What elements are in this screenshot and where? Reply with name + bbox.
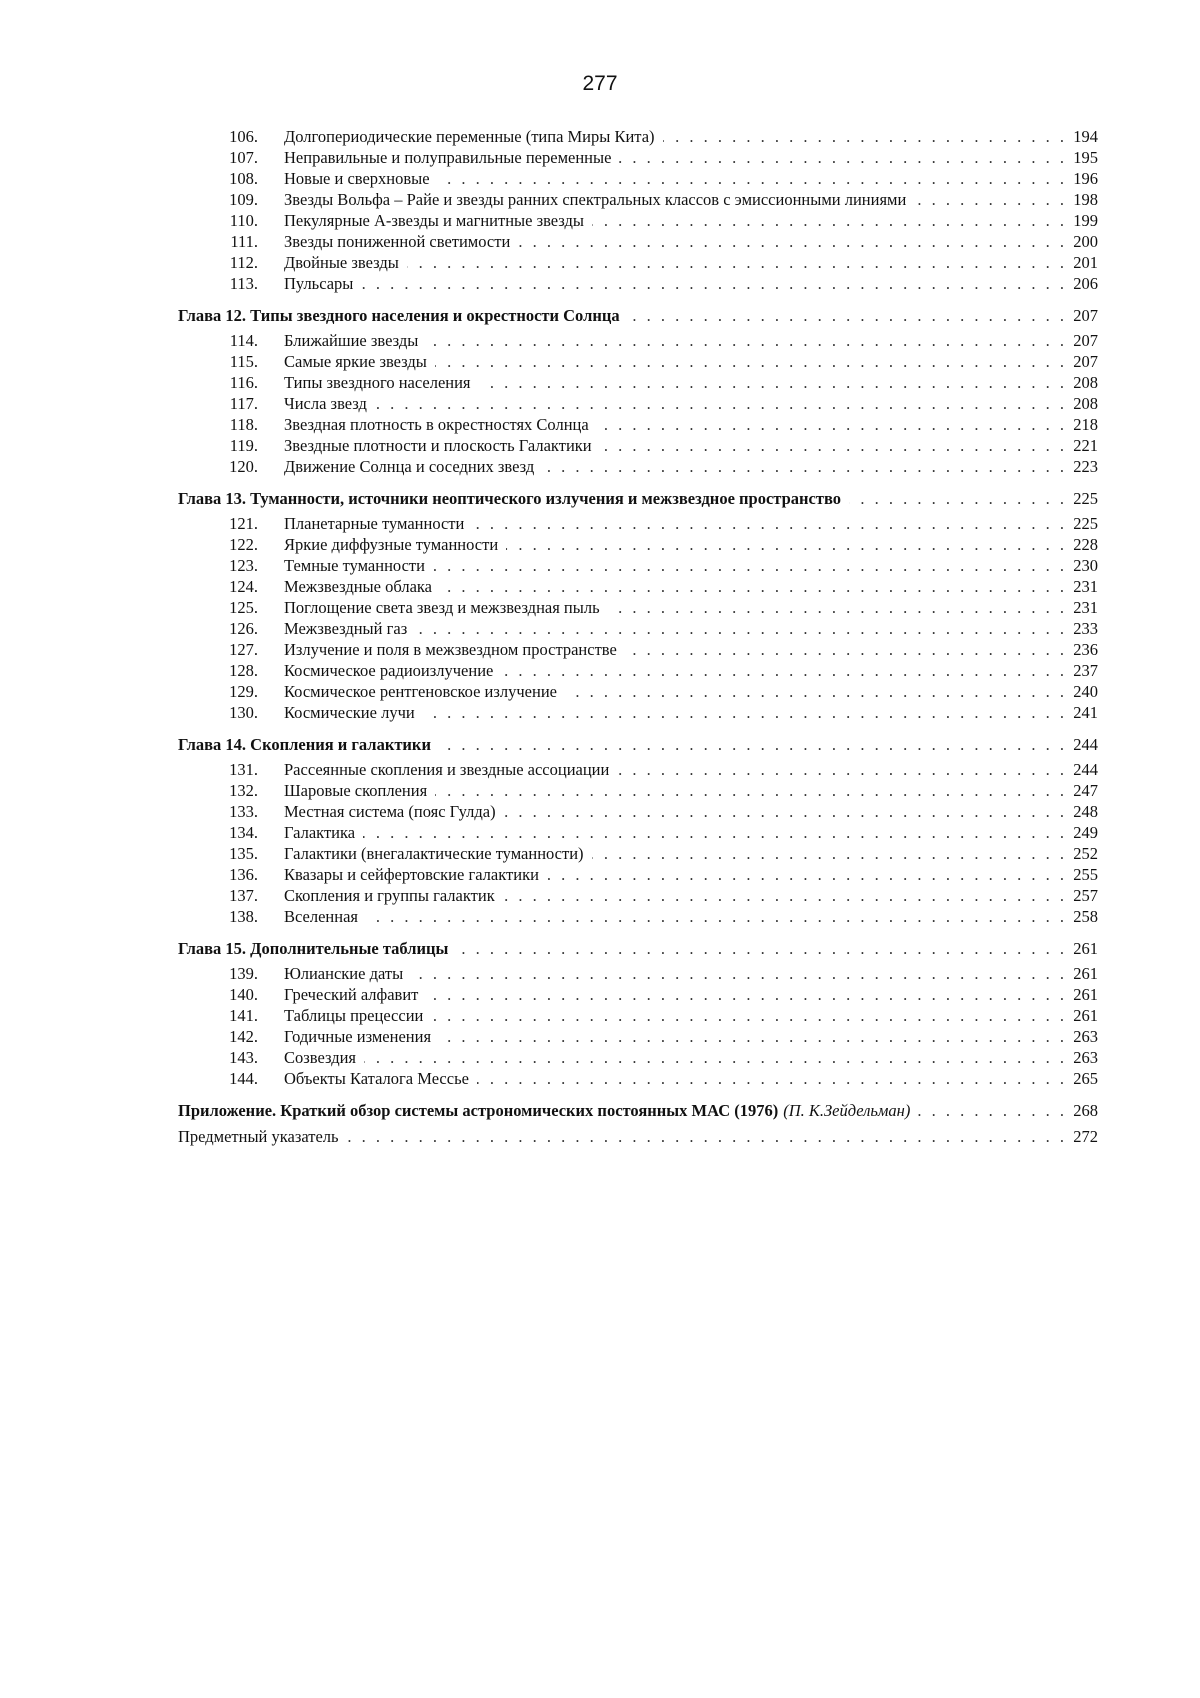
entry-title: Яркие диффузные туманности: [284, 535, 499, 554]
dot-leader: [415, 618, 1064, 639]
dot-leader: [439, 734, 1064, 755]
entry-title: Рассеянные скопления и звездные ассоциации: [284, 760, 610, 779]
page-ref: 261: [1073, 985, 1098, 1004]
entry-title: Космическое рентгеновское излучение: [284, 682, 557, 701]
page-ref: 196: [1073, 169, 1098, 188]
entry-title: Годичные изменения: [284, 1027, 432, 1046]
dot-leader: [914, 189, 1064, 210]
toc-entry[interactable]: [178, 864, 1098, 885]
dot-leader: [366, 906, 1064, 927]
chapter-heading[interactable]: [178, 734, 1098, 755]
page-ref: 221: [1073, 436, 1098, 455]
dot-leader: [375, 393, 1064, 414]
toc-entry[interactable]: [178, 414, 1098, 435]
toc-entry[interactable]: [178, 189, 1098, 210]
dot-leader: [423, 702, 1064, 723]
dot-leader: [619, 147, 1064, 168]
toc-entry[interactable]: [178, 252, 1098, 273]
entry-number: 141.: [229, 1006, 258, 1025]
toc-entry[interactable]: [178, 1047, 1098, 1068]
entry-number: 113.: [229, 274, 258, 293]
page-ref: 261: [1073, 939, 1098, 958]
entry-number: 140.: [229, 985, 258, 1004]
page-ref: 272: [1073, 1127, 1098, 1146]
table-of-contents: [178, 126, 1098, 1147]
toc-entry[interactable]: [178, 576, 1098, 597]
entry-title: Объекты Каталога Мессье: [284, 1069, 469, 1088]
dot-leader: [592, 210, 1064, 231]
toc-entry[interactable]: [178, 660, 1098, 681]
entry-number: 118.: [229, 415, 258, 434]
dot-leader: [565, 681, 1064, 702]
entry-title: Звездная плотность в окрестностях Солнца: [284, 415, 589, 434]
appendix-entry[interactable]: [178, 1100, 1098, 1121]
dot-leader: [849, 488, 1064, 509]
entry-title: Пульсары: [284, 274, 354, 293]
page-ref: 263: [1073, 1027, 1098, 1046]
dot-leader: [918, 1100, 1064, 1121]
dot-leader: [435, 780, 1064, 801]
page-ref: 218: [1073, 415, 1098, 434]
dot-leader: [407, 252, 1064, 273]
dot-leader: [361, 273, 1064, 294]
entry-title: Юлианские даты: [284, 964, 404, 983]
toc-entry[interactable]: [178, 597, 1098, 618]
index-entry[interactable]: [178, 1126, 1098, 1147]
page-ref: 261: [1073, 964, 1098, 983]
entry-number: 116.: [229, 373, 258, 392]
entry-title: Двойные звезды: [284, 253, 399, 272]
section-gap: [178, 294, 1098, 305]
entry-title: Пекулярные А-звезды и магнитные звезды: [284, 211, 585, 230]
entry-title: Ближайшие звезды: [284, 331, 419, 350]
entry-number: 136.: [229, 865, 258, 884]
entry-title: Планетарные туманности: [284, 514, 465, 533]
page-ref: 223: [1073, 457, 1098, 476]
entry-title: Квазары и сейфертовские галактики: [284, 865, 539, 884]
entry-title: Шаровые скопления: [284, 781, 428, 800]
entry-number: 112.: [229, 253, 258, 272]
dot-leader: [456, 938, 1064, 959]
dot-leader: [435, 351, 1064, 372]
entry-number: 142.: [229, 1027, 258, 1046]
entry-number: 107.: [229, 148, 258, 167]
dot-leader: [501, 660, 1064, 681]
entry-number: 131.: [229, 760, 258, 779]
entry-number: 119.: [229, 436, 258, 455]
entry-number: 134.: [229, 823, 258, 842]
toc-entry[interactable]: [178, 984, 1098, 1005]
heading-title: Глава 15. Дополнительные таблицы: [178, 939, 449, 958]
dot-leader: [477, 1068, 1064, 1089]
page-ref: 257: [1073, 886, 1098, 905]
entry-number: 125.: [229, 598, 258, 617]
toc-entry[interactable]: [178, 702, 1098, 723]
toc-entry[interactable]: [178, 1026, 1098, 1047]
page-ref: 198: [1073, 190, 1098, 209]
dot-leader: [440, 576, 1064, 597]
toc-entry[interactable]: [178, 759, 1098, 780]
heading-title: Приложение. Краткий обзор системы астрономических постоянных МАС (1976): [178, 1101, 779, 1120]
page-ref: 240: [1073, 682, 1098, 701]
dot-leader: [479, 372, 1064, 393]
toc-entry[interactable]: [178, 822, 1098, 843]
entry-number: 127.: [229, 640, 258, 659]
dot-leader: [438, 168, 1064, 189]
page-ref: 207: [1073, 352, 1098, 371]
page-ref: 268: [1073, 1101, 1098, 1120]
dot-leader: [426, 984, 1064, 1005]
entry-number: 111.: [230, 232, 258, 251]
chapter-heading[interactable]: [178, 938, 1098, 959]
page-ref: 201: [1073, 253, 1098, 272]
page-ref: 258: [1073, 907, 1098, 926]
entry-title: Неправильные и полуправильные переменные: [284, 148, 612, 167]
toc-entry[interactable]: [178, 555, 1098, 576]
entry-number: 120.: [229, 457, 258, 476]
dot-leader: [433, 555, 1064, 576]
dot-leader: [472, 513, 1064, 534]
entry-number: 137.: [229, 886, 258, 905]
entry-number: 135.: [229, 844, 258, 863]
page-ref: 228: [1073, 535, 1098, 554]
entry-title: Долгопериодические переменные (типа Миры Кита): [284, 127, 655, 146]
entry-number: 110.: [229, 211, 258, 230]
entry-number: 129.: [229, 682, 258, 701]
toc-entry[interactable]: [178, 456, 1098, 477]
dot-leader: [504, 801, 1064, 822]
toc-entry[interactable]: [178, 372, 1098, 393]
page-ref: 200: [1073, 232, 1098, 251]
entry-number: 121.: [229, 514, 258, 533]
dot-leader: [503, 885, 1064, 906]
entry-title: Местная система (пояс Гулда): [284, 802, 496, 821]
page-ref: 237: [1073, 661, 1098, 680]
page-ref: 244: [1073, 760, 1098, 779]
heading-title: Глава 14. Скопления и галактики: [178, 735, 431, 754]
dot-leader: [347, 1126, 1064, 1147]
page-ref: 263: [1073, 1048, 1098, 1067]
dot-leader: [592, 843, 1064, 864]
page-ref: 208: [1073, 394, 1098, 413]
entry-title: Космическое радиоизлучение: [284, 661, 494, 680]
entry-title: Поглощение света звезд и межзвездная пыль: [284, 598, 600, 617]
toc-entry[interactable]: [178, 639, 1098, 660]
toc-entry[interactable]: [178, 885, 1098, 906]
toc-entry[interactable]: [178, 1005, 1098, 1026]
entry-title: Космические лучи: [284, 703, 415, 722]
entry-number: 114.: [229, 331, 258, 350]
toc-entry[interactable]: [178, 168, 1098, 189]
toc-entry[interactable]: [178, 231, 1098, 252]
section-gap: [178, 477, 1098, 488]
page-ref: 230: [1073, 556, 1098, 575]
page-ref: 208: [1073, 373, 1098, 392]
entry-title: Греческий алфавит: [284, 985, 419, 1004]
entry-title: Межзвездные облака: [284, 577, 432, 596]
page-number: 277: [582, 72, 618, 95]
heading-title: Глава 12. Типы звездного населения и окрестности Солнца: [178, 306, 620, 325]
toc-entry[interactable]: [178, 801, 1098, 822]
entry-title: Галактики (внегалактические туманности): [284, 844, 584, 863]
entry-number: 128.: [229, 661, 258, 680]
toc-entry[interactable]: [178, 963, 1098, 984]
entry-number: 138.: [229, 907, 258, 926]
section-gap: [178, 927, 1098, 938]
dot-leader: [506, 534, 1064, 555]
page-ref: 231: [1073, 598, 1098, 617]
heading-title: Глава 13. Туманности, источники неоптического излучения и межзвездное пространство: [178, 489, 841, 508]
entry-title: Новые и сверхновые: [284, 169, 430, 188]
toc-entry[interactable]: [178, 273, 1098, 294]
entry-title: Межзвездный газ: [284, 619, 408, 638]
dot-leader: [426, 330, 1064, 351]
dot-leader: [439, 1026, 1064, 1047]
entry-title: Типы звездного населения: [284, 373, 471, 392]
dot-leader: [600, 435, 1064, 456]
section-gap: [178, 723, 1098, 734]
entry-number: 144.: [229, 1069, 258, 1088]
page-ref: 241: [1073, 703, 1098, 722]
entry-number: 115.: [229, 352, 258, 371]
entry-title: Движение Солнца и соседних звезд: [284, 457, 535, 476]
heading-title: Предметный указатель: [178, 1127, 339, 1146]
page-ref: 195: [1073, 148, 1098, 167]
entry-number: 139.: [229, 964, 258, 983]
entry-title: Звезды Вольфа – Райе и звезды ранних спектральных классов с эмиссионными линиями: [284, 190, 907, 209]
page-ref: 252: [1073, 844, 1098, 863]
dot-leader: [518, 231, 1064, 252]
chapter-heading[interactable]: [178, 305, 1098, 326]
dot-leader: [608, 597, 1064, 618]
page-ref: 265: [1073, 1069, 1098, 1088]
page-ref: 207: [1073, 306, 1098, 325]
toc-entry[interactable]: [178, 393, 1098, 414]
entry-title: Скопления и группы галактик: [284, 886, 495, 905]
page-ref: 194: [1073, 127, 1098, 146]
entry-title: Таблицы прецессии: [284, 1006, 424, 1025]
toc-entry[interactable]: [178, 780, 1098, 801]
section-gap: [178, 1089, 1098, 1100]
entry-title: Звезды пониженной светимости: [284, 232, 511, 251]
toc-entry[interactable]: [178, 351, 1098, 372]
entry-title: Звездные плотности и плоскость Галактики: [284, 436, 592, 455]
page-ref: 233: [1073, 619, 1098, 638]
page-ref: 225: [1073, 514, 1098, 533]
entry-number: 126.: [229, 619, 258, 638]
page-ref: 236: [1073, 640, 1098, 659]
dot-leader: [597, 414, 1064, 435]
toc-entry[interactable]: [178, 147, 1098, 168]
entry-title: Излучение и поля в межзвездном пространстве: [284, 640, 617, 659]
dot-leader: [411, 963, 1064, 984]
toc-entry[interactable]: [178, 210, 1098, 231]
dot-leader: [628, 305, 1064, 326]
dot-leader: [617, 759, 1064, 780]
dot-leader: [363, 822, 1064, 843]
page-ref: 248: [1073, 802, 1098, 821]
entry-title: Вселенная: [284, 907, 358, 926]
page-ref: 261: [1073, 1006, 1098, 1025]
dot-leader: [625, 639, 1064, 660]
entry-author: (П. К.Зейдельман): [783, 1101, 911, 1120]
dot-leader: [542, 456, 1064, 477]
entry-title: Темные туманности: [284, 556, 425, 575]
entry-number: 122.: [229, 535, 258, 554]
toc-entry[interactable]: [178, 618, 1098, 639]
toc-entry[interactable]: [178, 330, 1098, 351]
toc-entry[interactable]: [178, 534, 1098, 555]
entry-title: Галактика: [284, 823, 356, 842]
dot-leader: [663, 126, 1064, 147]
page-ref: 225: [1073, 489, 1098, 508]
entry-number: 123.: [229, 556, 258, 575]
entry-number: 106.: [229, 127, 258, 146]
entry-title: Числа звезд: [284, 394, 367, 413]
chapter-heading[interactable]: [178, 488, 1098, 509]
entry-title: Созвездия: [284, 1048, 357, 1067]
toc-entry[interactable]: [178, 681, 1098, 702]
entry-title: Самые яркие звезды: [284, 352, 427, 371]
entry-number: 143.: [229, 1048, 258, 1067]
page-ref: 255: [1073, 865, 1098, 884]
toc-entry[interactable]: [178, 843, 1098, 864]
toc-entry[interactable]: [178, 435, 1098, 456]
toc-entry[interactable]: [178, 513, 1098, 534]
dot-leader: [431, 1005, 1064, 1026]
page-ref: 249: [1073, 823, 1098, 842]
page-ref: 231: [1073, 577, 1098, 596]
page-ref: 199: [1073, 211, 1098, 230]
dot-leader: [547, 864, 1064, 885]
toc-entry[interactable]: [178, 1068, 1098, 1089]
entry-number: 130.: [229, 703, 258, 722]
page-ref: 207: [1073, 331, 1098, 350]
entry-number: 117.: [229, 394, 258, 413]
entry-number: 109.: [229, 190, 258, 209]
toc-entry[interactable]: [178, 126, 1098, 147]
page-ref: 206: [1073, 274, 1098, 293]
page-ref: 247: [1073, 781, 1098, 800]
entry-number: 108.: [229, 169, 258, 188]
entry-number: 124.: [229, 577, 258, 596]
toc-entry[interactable]: [178, 906, 1098, 927]
entry-number: 132.: [229, 781, 258, 800]
page-ref: 244: [1073, 735, 1098, 754]
entry-number: 133.: [229, 802, 258, 821]
dot-leader: [364, 1047, 1064, 1068]
